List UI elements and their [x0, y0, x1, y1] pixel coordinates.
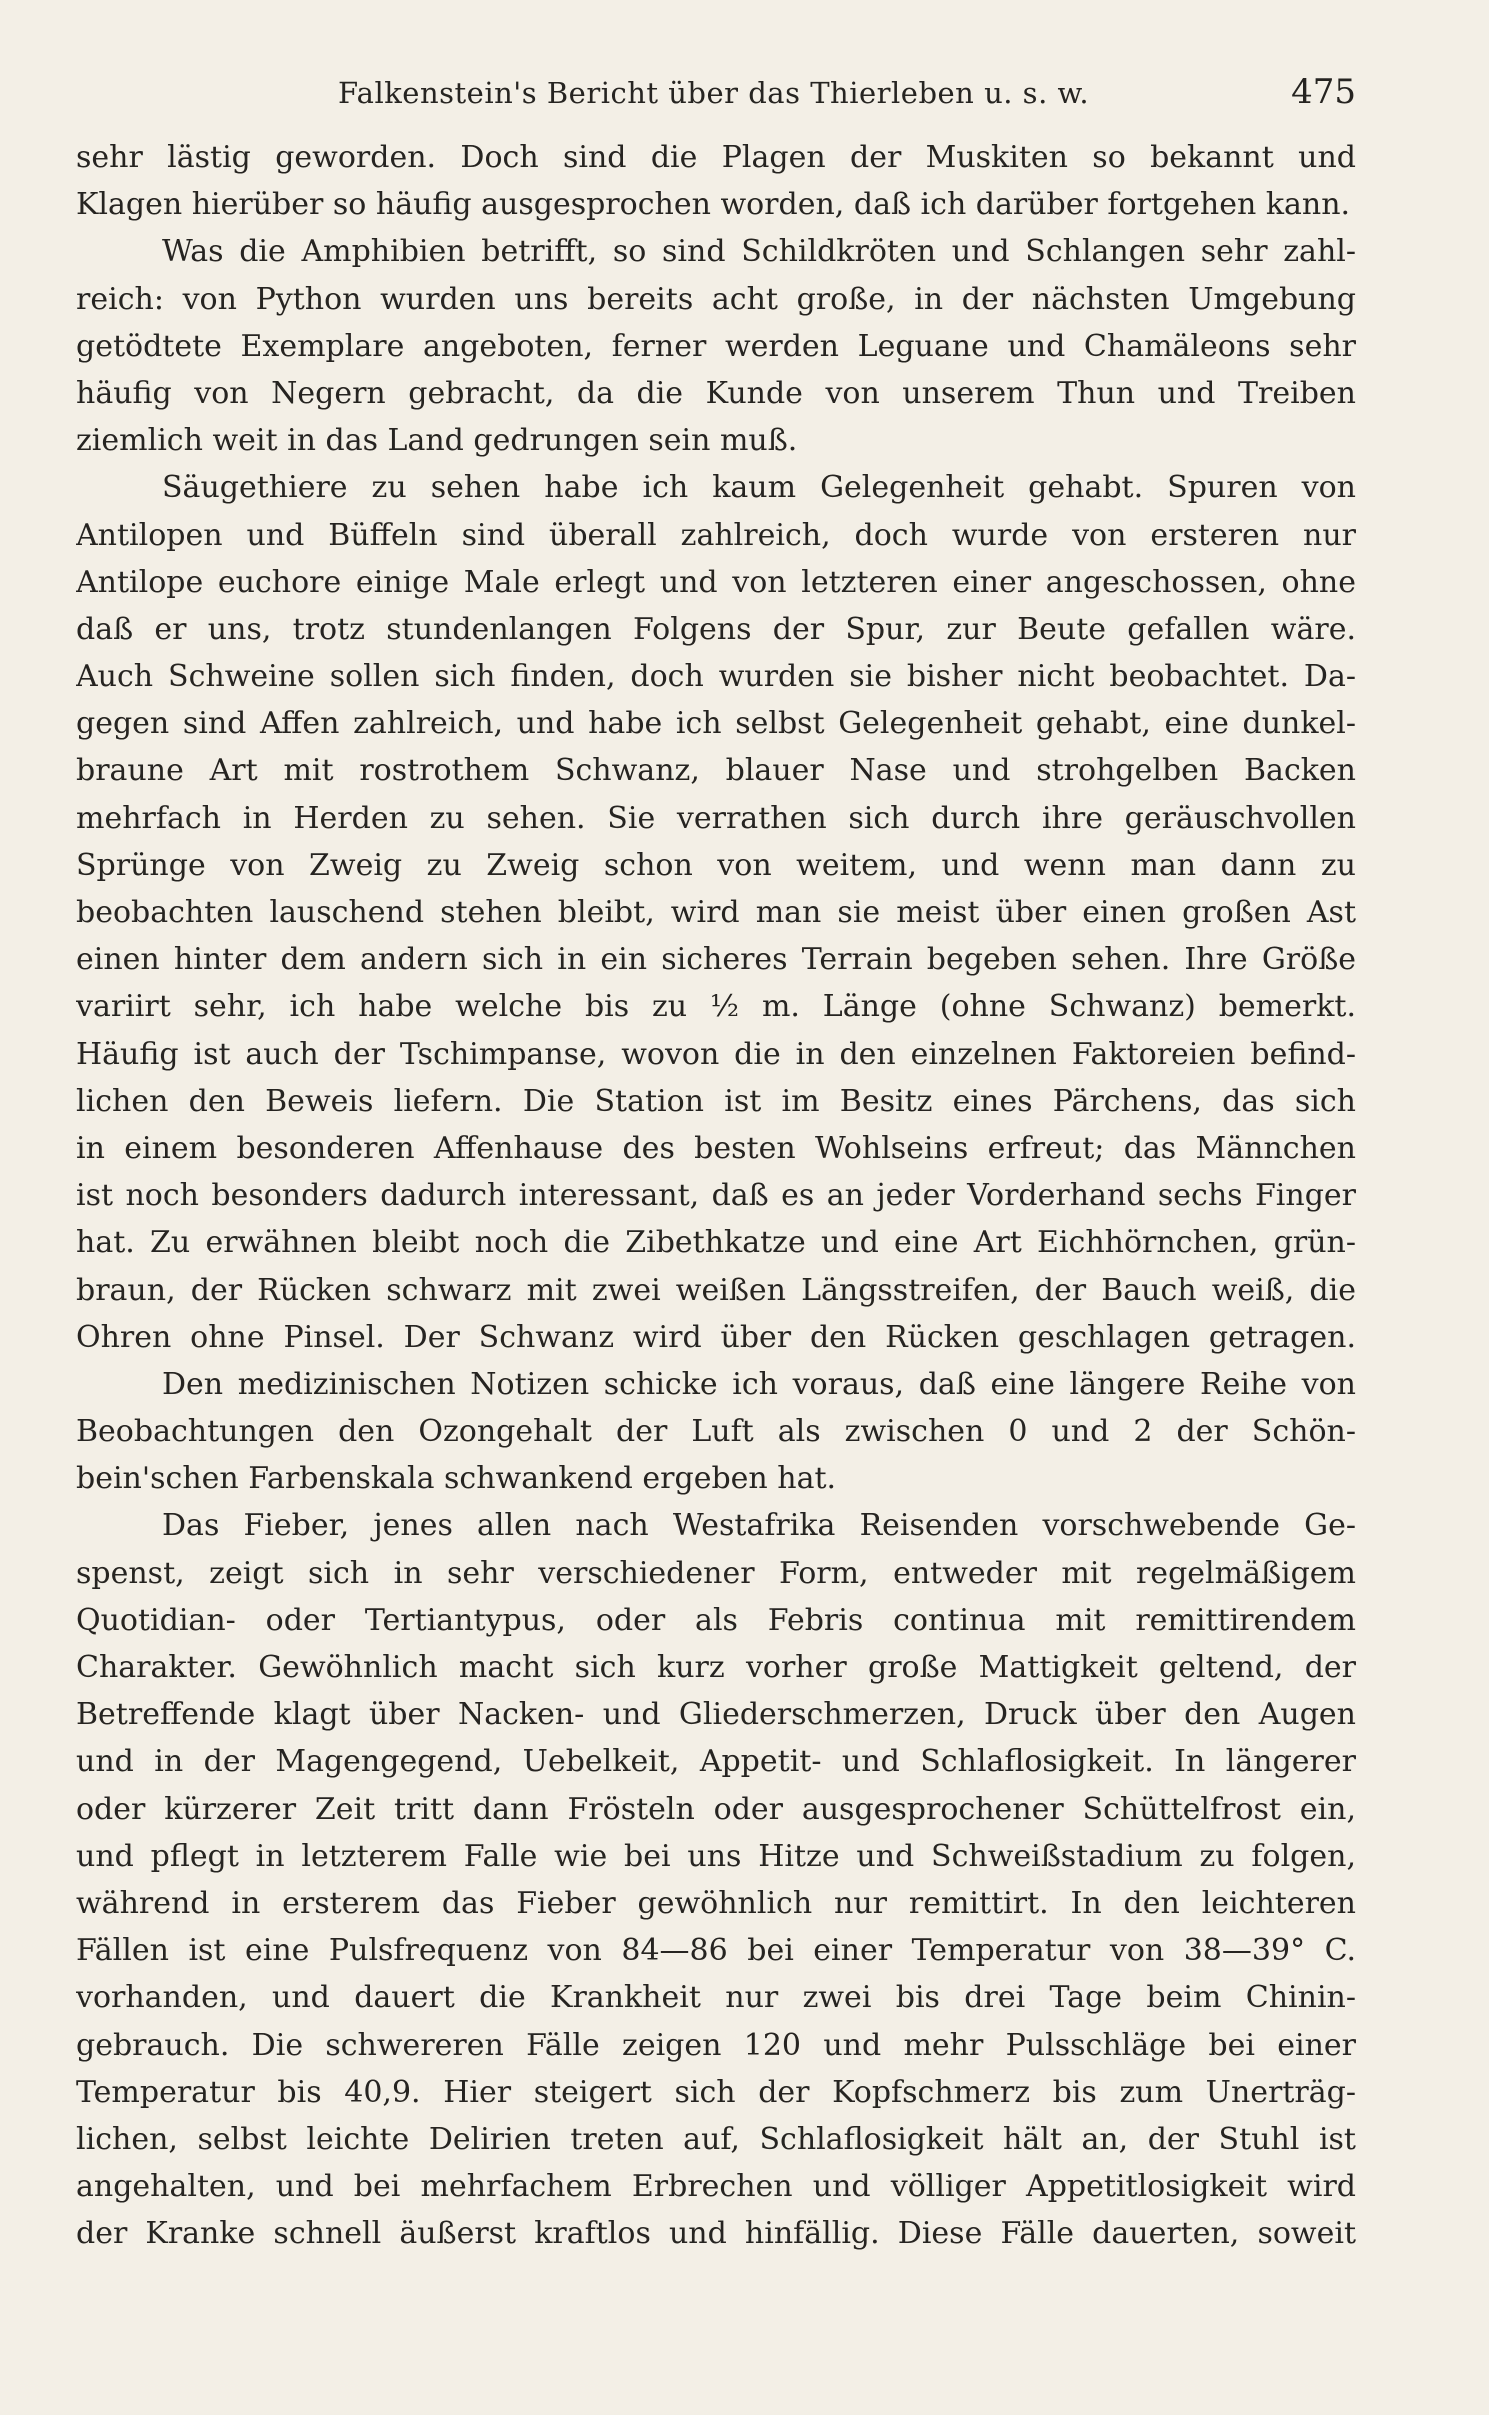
text-line: einen hinter dem andern sich in ein sicheres Terrain begeben sehen. Ihre Größe [76, 942, 1356, 978]
text-line: Ohren ohne Pinsel. Der Schwanz wird über den Rücken geschlagen getragen. [76, 1319, 1356, 1355]
text-line: Antilopen und Büffeln sind überall zahlreich, doch wurde von ersteren nur [76, 517, 1356, 553]
text-line: Fällen ist eine Pulsfrequenz von 84—86 bei einer Temperatur von 38—39° C. [76, 1933, 1356, 1969]
text-line: Häufig ist auch der Tschimpanse, wovon die in den einzelnen Faktoreien befind- [76, 1036, 1356, 1072]
text-line: Quotidian- oder Tertiantypus, oder als Febris continua mit remittirendem [76, 1602, 1356, 1638]
text-line: gegen sind Affen zahlreich, und habe ich selbst Gelegenheit gehabt, eine dunkel- [76, 706, 1356, 742]
text-line: ziemlich weit in das Land gedrungen sein muß. [76, 423, 798, 459]
text-line: Säugethiere zu sehen habe ich kaum Gelegenheit gehabt. Spuren von [162, 470, 1356, 506]
text-line: oder kürzerer Zeit tritt dann Frösteln oder ausgesprochener Schüttelfrost ein, [76, 1791, 1356, 1827]
text-line: braune Art mit rostrothem Schwanz, blauer Nase und strohgelben Backen [76, 753, 1356, 789]
text-line: mehrfach in Herden zu sehen. Sie verrathen sich durch ihre geräuschvollen [76, 800, 1356, 836]
text-line: Charakter. Gewöhnlich macht sich kurz vorher große Mattigkeit geltend, der [76, 1650, 1356, 1685]
text-line: daß er uns, trotz stundenlangen Folgens der Spur, zur Beute gefallen wäre. [76, 611, 1356, 647]
text-line: lichen den Beweis liefern. Die Station ist im Besitz eines Pärchens, das sich [76, 1083, 1356, 1119]
text-line: reich: von Python wurden uns bereits acht große, in der nächsten Umgebung [76, 281, 1356, 317]
text-line: Klagen hierüber so häufig ausgesprochen worden, daß ich darüber fortgehen kann. [76, 187, 1351, 223]
text-line: angehalten, und bei mehrfachem Erbrechen und völliger Appetitlosigkeit wird [76, 2169, 1356, 2205]
text-line: variirt sehr, ich habe welche bis zu ½ m. Länge (ohne Schwanz) bemerkt. [76, 989, 1356, 1025]
text-line: braun, der Rücken schwarz mit zwei weißen Längsstreifen, der Bauch weiß, die [76, 1272, 1356, 1308]
text-line: Beobachtungen den Ozongehalt der Luft als zwischen 0 und 2 der Schön- [76, 1414, 1356, 1450]
text-line: und pflegt in letzterem Falle wie bei uns Hitze und Schweißstadium zu folgen, [76, 1838, 1356, 1874]
body-text [76, 134, 1356, 2257]
text-line: Auch Schweine sollen sich finden, doch wurden sie bisher nicht beobachtet. Da- [76, 659, 1356, 695]
text-line: in einem besonderen Affenhause des besten Wohlseins erfreut; das Männchen [76, 1130, 1356, 1166]
running-head [76, 70, 1356, 130]
text-line: und in der Magengegend, Uebelkeit, Appetit- und Schlaflosigkeit. In längerer [76, 1744, 1356, 1780]
text-line: gebrauch. Die schwereren Fälle zeigen 120 und mehr Pulsschläge bei einer [76, 2027, 1356, 2063]
text-line: hat. Zu erwähnen bleibt noch die Zibethkatze und eine Art Eichhörnchen, grün- [76, 1225, 1356, 1261]
text-line: spenst, zeigt sich in sehr verschiedener Form, entweder mit regelmäßigem [76, 1555, 1356, 1591]
text-line: bein'schen Farbenskala schwankend ergeben hat. [76, 1461, 837, 1497]
text-line: Antilope euchore einige Male erlegt und von letzteren einer angeschossen, ohne [76, 564, 1356, 600]
text-line: Was die Amphibien betrifft, so sind Schildkröten und Schlangen sehr zahl- [162, 234, 1356, 270]
text-line: Temperatur bis 40,9. Hier steigert sich der Kopfschmerz bis zum Unerträg- [76, 2074, 1356, 2110]
text-line: Das Fieber, jenes allen nach Westafrika Reisenden vorschwebende Ge- [162, 1508, 1356, 1544]
text-line: vorhanden, und dauert die Krankheit nur zwei bis drei Tage beim Chinin- [76, 1980, 1356, 2016]
text-line: beobachten lauschend stehen bleibt, wird man sie meist über einen großen Ast [76, 895, 1356, 930]
page-number: 475 [1291, 72, 1356, 112]
text-line: während in ersterem das Fieber gewöhnlich nur remittirt. In den leichteren [76, 1885, 1356, 1921]
text-line: sehr lästig geworden. Doch sind die Plagen der Muskiten so bekannt und [76, 140, 1356, 175]
text-line: lichen, selbst leichte Delirien treten auf, Schlaflosigkeit hält an, der Stuhl ist [76, 2121, 1356, 2157]
running-head-title: Falkenstein's Bericht über das Thierleben u. s. w. [338, 76, 1090, 110]
text-line: Betreffende klagt über Nacken- und Gliederschmerzen, Druck über den Augen [76, 1697, 1356, 1733]
text-line: Den medizinischen Notizen schicke ich voraus, daß eine längere Reihe von [162, 1366, 1356, 1402]
text-line: Sprünge von Zweig zu Zweig schon von weitem, und wenn man dann zu [76, 847, 1356, 883]
text-line: getödtete Exemplare angeboten, ferner werden Leguane und Chamäleons sehr [76, 328, 1356, 364]
text-line: ist noch besonders dadurch interessant, daß es an jeder Vorderhand sechs Finger [76, 1178, 1356, 1214]
text-line: häufig von Negern gebracht, da die Kunde von unserem Thun und Treiben [76, 375, 1356, 411]
text-line: der Kranke schnell äußerst kraftlos und hinfällig. Diese Fälle dauerten, soweit [76, 2216, 1356, 2252]
